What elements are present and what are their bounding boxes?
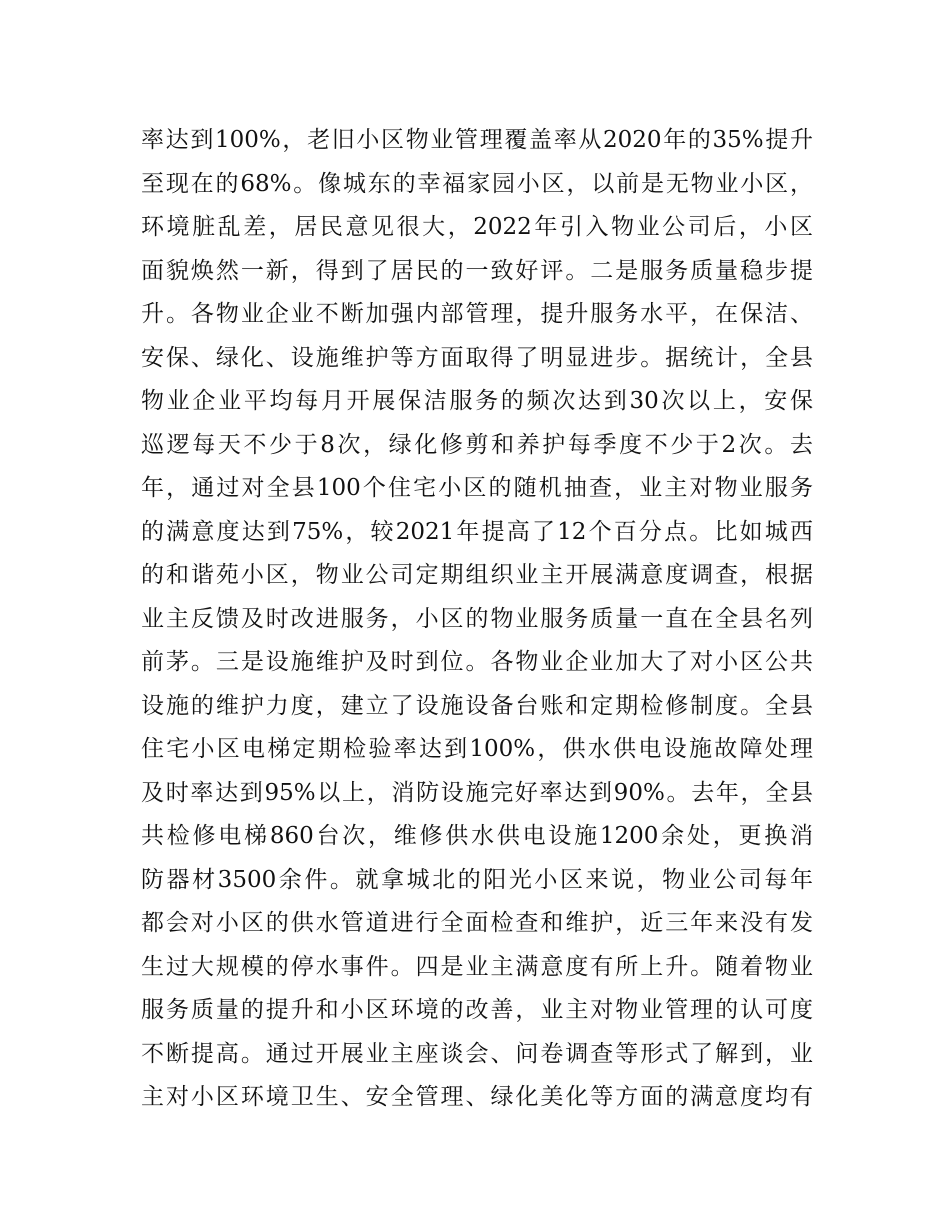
text-line-20: 生过大规模的停水事件。四是业主满意度有所上升。随着物业 (141, 953, 813, 980)
text-line-16: 及时率达到95%以上，消防设施完好率达到90%。去年，全县 (141, 779, 813, 806)
text-line-7: 物业企业平均每月开展保洁服务的频次达到30次以上，安保 (141, 388, 813, 414)
text-line-10: 的满意度达到75%，较2021年提高了12个百分点。比如城西 (141, 518, 813, 545)
text-line-1: 率达到100%，老旧小区物业管理覆盖率从2020年的35%提升 (141, 127, 813, 153)
text-line-21: 服务质量的提升和小区环境的改善，业主对物业管理的认可度 (141, 997, 813, 1023)
text-line-23: 主对小区环境卫生、安全管理、绿化美化等方面的满意度均有 (141, 1084, 813, 1110)
text-line-11: 的和谐苑小区，物业公司定期组织业主开展满意度调查，根据 (141, 562, 813, 588)
text-line-13: 前茅。三是设施维护及时到位。各物业企业加大了对小区公共 (141, 649, 813, 675)
text-line-17: 共检修电梯860台次，维修供水供电设施1200余处，更换消 (141, 823, 813, 849)
text-line-4: 面貌焕然一新，得到了居民的一致好评。二是服务质量稳步提 (141, 257, 813, 284)
text-line-14: 设施的维护力度，建立了设施设备台账和定期检修制度。全县 (141, 692, 813, 719)
text-line-8: 巡逻每天不少于8次，绿化修剪和养护每季度不少于2次。去 (141, 431, 813, 458)
text-line-12: 业主反馈及时改进服务，小区的物业服务质量一直在全县名列 (141, 605, 813, 632)
text-line-15: 住宅小区电梯定期检验率达到100%，供水供电设施故障处理 (141, 736, 813, 762)
text-line-5: 升。各物业企业不断加强内部管理，提升服务水平，在保洁、 (141, 301, 813, 327)
text-line-9: 年，通过对全县100个住宅小区的随机抽查，业主对物业服务 (141, 475, 813, 501)
body-text (141, 119, 813, 1120)
text-line-2: 至现在的68%。像城东的幸福家园小区，以前是无物业小区， (141, 170, 813, 197)
text-line-19: 都会对小区的供水管道进行全面检查和维护，近三年来没有发 (141, 910, 813, 936)
text-line-6: 安保、绿化、设施维护等方面取得了明显进步。据统计，全县 (141, 344, 813, 371)
text-line-22: 不断提高。通过开展业主座谈会、问卷调查等形式了解到，业 (141, 1040, 813, 1067)
text-line-3: 环境脏乱差，居民意见很大，2022年引入物业公司后，小区 (141, 214, 813, 240)
text-line-18: 防器材3500余件。就拿城北的阳光小区来说，物业公司每年 (141, 866, 813, 893)
